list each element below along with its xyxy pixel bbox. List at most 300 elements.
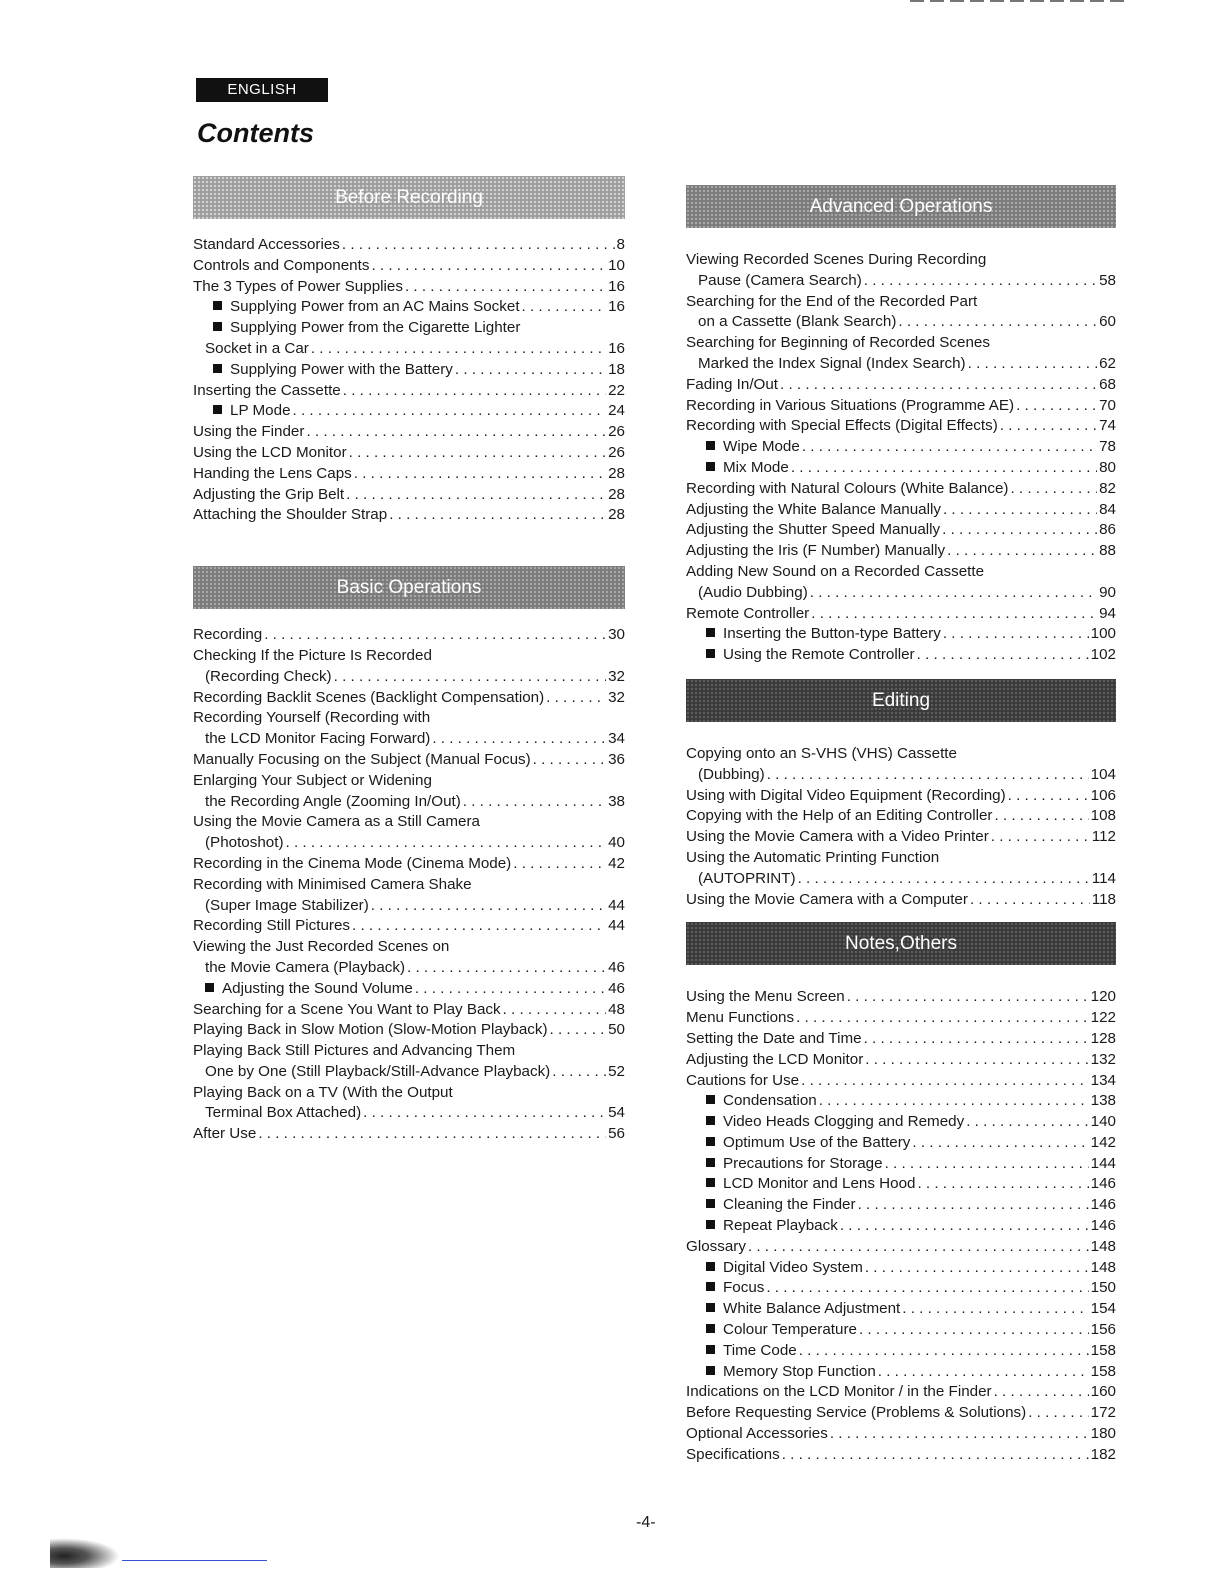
- toc-entry-text: Playing Back Still Pictures and Advancing Them: [193, 1042, 516, 1060]
- toc-entry-text: Playing Back in Slow Motion (Slow-Motion Playback): [193, 1021, 548, 1039]
- toc-entry-page: 28: [608, 485, 625, 503]
- toc-entry-title: [193, 485, 344, 506]
- toc-entry: [686, 312, 1116, 333]
- toc-entry: [686, 437, 1116, 458]
- toc-entry: [193, 1041, 625, 1062]
- toc-entry-page: 74: [1099, 417, 1116, 435]
- toc-entry-title: [686, 1071, 799, 1092]
- toc-entry: [193, 729, 625, 750]
- dot-leader: [311, 339, 606, 360]
- toc-entry-page: 88: [1099, 542, 1116, 560]
- toc-entry-title: [686, 333, 990, 354]
- toc-entry-title: [706, 1258, 863, 1279]
- toc-entry: [686, 604, 1116, 625]
- toc-entry-page: 80: [1099, 458, 1116, 476]
- toc-entry: [193, 916, 625, 937]
- toc-entry-text: Adjusting the Iris (F Number) Manually: [686, 542, 946, 560]
- square-bullet-icon: [706, 1303, 715, 1312]
- toc-entry: [193, 708, 625, 729]
- toc-entry: [686, 806, 1116, 827]
- scan-artifact-line: [122, 1560, 267, 1561]
- dot-leader: [865, 1050, 1088, 1071]
- toc-entry: [686, 1154, 1116, 1175]
- toc-entry: [686, 1445, 1116, 1466]
- toc-entry-title: [193, 771, 432, 792]
- toc-entry-title: [686, 1382, 992, 1403]
- toc-entry: [686, 396, 1116, 417]
- toc-entry-page: 118: [1091, 890, 1116, 908]
- toc-entry-text: Adjusting the LCD Monitor: [686, 1050, 864, 1068]
- dot-leader: [864, 1029, 1089, 1050]
- toc-entry-text: Indications on the LCD Monitor / in the Finder: [686, 1383, 992, 1401]
- toc-entry-text: Using the Remote Controller: [723, 646, 915, 664]
- toc-entry-text: White Balance Adjustment: [723, 1300, 901, 1318]
- square-bullet-icon: [706, 1178, 715, 1187]
- toc-entry-text: Menu Functions: [686, 1009, 795, 1027]
- square-bullet-icon: [706, 462, 715, 471]
- toc-entry-text: Specifications: [686, 1445, 780, 1463]
- toc-entry-page: 10: [608, 256, 625, 274]
- dot-leader: [799, 1341, 1089, 1362]
- dot-leader: [533, 750, 606, 771]
- toc-entry-text: The 3 Types of Power Supplies: [193, 277, 403, 295]
- toc-entry: [193, 277, 625, 298]
- toc-entry-page: 50: [608, 1021, 625, 1039]
- dot-leader: [405, 277, 606, 298]
- toc-entry: [686, 1133, 1116, 1154]
- square-bullet-icon: [213, 301, 222, 310]
- toc-entry-text: Recording with Minimised Camera Shake: [193, 875, 472, 893]
- toc-entry: [686, 1299, 1116, 1320]
- dot-leader: [415, 979, 606, 1000]
- contents-left-column: [193, 176, 625, 1145]
- dot-leader: [902, 1299, 1088, 1320]
- dot-leader: [1016, 396, 1097, 417]
- toc-entry: [193, 1083, 625, 1104]
- toc-entry-text: After Use: [193, 1125, 257, 1143]
- toc-entry-title: [205, 1103, 361, 1124]
- toc-entry-title: [205, 667, 332, 688]
- page-number: -4-: [636, 1514, 656, 1531]
- toc-entry-page: 120: [1090, 988, 1116, 1006]
- toc-entry-title: [686, 890, 968, 911]
- dot-leader: [343, 381, 606, 402]
- dot-leader: [432, 729, 606, 750]
- toc-entry-title: [193, 381, 341, 402]
- toc-entry: [686, 479, 1116, 500]
- toc-entry-title: [686, 520, 940, 541]
- toc-entry: [193, 256, 625, 277]
- toc-entry-title: [193, 1124, 256, 1145]
- dot-leader: [550, 1020, 607, 1041]
- toc-entry-title: [686, 1008, 794, 1029]
- toc-entry: [686, 1341, 1116, 1362]
- toc-entry-text: Handing the Lens Caps: [193, 464, 352, 482]
- toc-entry-page: 144: [1090, 1154, 1116, 1172]
- toc-entry: [686, 292, 1116, 313]
- dot-leader: [748, 1237, 1089, 1258]
- dot-leader: [513, 854, 606, 875]
- toc-entry-text: Attaching the Shoulder Strap: [193, 506, 388, 524]
- toc-entry-page: 34: [608, 730, 625, 748]
- toc-entry-text: Recording Still Pictures: [193, 917, 350, 935]
- toc-entry: [193, 958, 625, 979]
- toc-entry-page: 44: [608, 896, 625, 914]
- toc-entry: [193, 401, 625, 422]
- toc-entry-page: 106: [1090, 786, 1116, 804]
- toc-entry: [193, 833, 625, 854]
- toc-entry-page: 114: [1091, 869, 1116, 887]
- square-bullet-icon: [205, 983, 214, 992]
- square-bullet-icon: [706, 649, 715, 658]
- toc-entry-title: [193, 916, 350, 937]
- toc-entry: [193, 1020, 625, 1041]
- dot-leader: [947, 541, 1097, 562]
- toc-entry-title: [193, 875, 472, 896]
- dot-leader: [865, 1258, 1089, 1279]
- toc-entry-title: [698, 765, 765, 786]
- toc-entry: [686, 583, 1116, 604]
- scan-artifact-top: [910, 0, 1130, 2]
- toc-entry-title: [193, 277, 403, 298]
- toc-entry-title: [686, 604, 809, 625]
- dot-leader: [801, 1071, 1089, 1092]
- toc-entry: [686, 890, 1116, 911]
- dot-leader: [898, 312, 1097, 333]
- scan-artifact-mark: [50, 1538, 120, 1568]
- toc-entry-page: 158: [1090, 1341, 1116, 1359]
- toc-entry: [686, 375, 1116, 396]
- toc-entry: [686, 987, 1116, 1008]
- toc-entry: [193, 235, 625, 256]
- toc-entry-title: [205, 833, 284, 854]
- toc-entry-page: 28: [608, 506, 625, 524]
- toc-entry-title: [698, 583, 808, 604]
- toc-entry-title: [686, 806, 992, 827]
- toc-entry: [193, 505, 625, 526]
- toc-entry: [193, 875, 625, 896]
- toc-entry-title: [686, 1237, 746, 1258]
- toc-entry-title: [706, 1091, 817, 1112]
- toc-entry-text: Enlarging Your Subject or Widening: [193, 771, 432, 789]
- toc-entry-title: [205, 958, 405, 979]
- toc-entry: [193, 937, 625, 958]
- toc-entry-page: 132: [1090, 1050, 1116, 1068]
- dot-leader: [810, 583, 1097, 604]
- toc-entry-title: [205, 1062, 550, 1083]
- square-bullet-icon: [706, 1366, 715, 1375]
- toc-entry: [686, 869, 1116, 890]
- toc-entry: [686, 1195, 1116, 1216]
- toc-entry-page: 44: [608, 917, 625, 935]
- toc-entry-page: 26: [608, 423, 625, 441]
- toc-entry-text: Using the Movie Camera with a Video Printer: [686, 828, 989, 846]
- toc-entry: [686, 562, 1116, 583]
- toc-entry-text: Repeat Playback: [723, 1217, 838, 1235]
- toc-entry-text: Recording with Natural Colours (White Balance): [686, 479, 1009, 497]
- page-title: Contents: [197, 118, 314, 148]
- square-bullet-icon: [706, 1282, 715, 1291]
- toc-entry-text: the LCD Monitor Facing Forward): [205, 730, 431, 748]
- toc-entry-text: Cautions for Use: [686, 1071, 800, 1089]
- dot-leader: [352, 916, 606, 937]
- section-header-basic-operations: Basic Operations: [193, 566, 625, 609]
- section-notes-others-entries: [686, 987, 1116, 1465]
- square-bullet-icon: [706, 1116, 715, 1125]
- toc-entry-page: 60: [1099, 313, 1116, 331]
- toc-entry: [193, 360, 625, 381]
- toc-entry-text: Setting the Date and Time: [686, 1029, 862, 1047]
- square-bullet-icon: [706, 1345, 715, 1354]
- toc-entry-text: Supplying Power from an AC Mains Socket: [230, 298, 520, 316]
- toc-entry: [193, 979, 625, 1000]
- dot-leader: [819, 1091, 1089, 1112]
- toc-entry-page: 82: [1099, 479, 1116, 497]
- dot-leader: [293, 401, 607, 422]
- toc-entry-title: [706, 645, 915, 666]
- toc-entry-title: [706, 1299, 900, 1320]
- toc-entry-text: Using the Movie Camera with a Computer: [686, 890, 968, 908]
- dot-leader: [306, 422, 606, 443]
- toc-entry-text: Using the Finder: [193, 423, 305, 441]
- square-bullet-icon: [706, 1199, 715, 1208]
- toc-entry-page: 46: [608, 958, 625, 976]
- toc-entry-text: the Recording Angle (Zooming In/Out): [205, 792, 461, 810]
- toc-entry-page: 18: [608, 360, 625, 378]
- square-bullet-icon: [706, 1095, 715, 1104]
- toc-entry-title: [686, 744, 957, 765]
- square-bullet-icon: [213, 364, 222, 373]
- toc-entry-page: 46: [608, 979, 625, 997]
- toc-entry: [193, 1103, 625, 1124]
- toc-entry-text: Focus: [723, 1279, 765, 1297]
- toc-entry-text: Using the Menu Screen: [686, 988, 845, 1006]
- toc-entry-text: (AUTOPRINT): [698, 869, 796, 887]
- dot-leader: [943, 500, 1097, 521]
- dot-leader: [552, 1062, 606, 1083]
- toc-entry-text: Controls and Components: [193, 256, 370, 274]
- dot-leader: [791, 458, 1097, 479]
- toc-entry-text: Recording: [193, 626, 263, 644]
- toc-entry-title: [213, 318, 520, 339]
- toc-entry-text: Memory Stop Function: [723, 1362, 876, 1380]
- toc-entry: [193, 1124, 625, 1145]
- toc-entry-page: 146: [1090, 1196, 1116, 1214]
- toc-entry-text: Adding New Sound on a Recorded Cassette: [686, 562, 985, 580]
- dot-leader: [346, 485, 606, 506]
- toc-entry-title: [706, 1278, 764, 1299]
- toc-entry: [686, 848, 1116, 869]
- toc-entry-text: Viewing Recorded Scenes During Recording: [686, 251, 987, 268]
- toc-entry: [193, 854, 625, 875]
- toc-entry-text: Before Requesting Service (Problems & Solutions): [686, 1404, 1027, 1422]
- dot-leader: [354, 464, 606, 485]
- toc-entry: [686, 1320, 1116, 1341]
- toc-entry-text: Searching for Beginning of Recorded Scenes: [686, 334, 990, 352]
- toc-entry-page: 78: [1099, 438, 1116, 456]
- toc-entry-page: 54: [608, 1104, 625, 1122]
- dot-leader: [780, 375, 1097, 396]
- toc-entry-page: 156: [1090, 1321, 1116, 1339]
- dot-leader: [349, 443, 606, 464]
- toc-entry-text: Socket in a Car: [205, 339, 309, 357]
- toc-entry: [686, 416, 1116, 437]
- toc-entry-title: [686, 827, 989, 848]
- toc-entry-page: 52: [608, 1062, 625, 1080]
- toc-entry-title: [193, 625, 262, 646]
- toc-entry-text: Using with Digital Video Equipment (Recording): [686, 786, 1006, 804]
- toc-entry-title: [193, 854, 511, 875]
- toc-entry-title: [193, 256, 369, 277]
- toc-entry-title: [193, 646, 432, 667]
- toc-entry: [686, 765, 1116, 786]
- toc-entry-page: 134: [1090, 1071, 1116, 1089]
- toc-entry-title: [686, 250, 986, 271]
- dot-leader: [966, 1112, 1088, 1133]
- toc-entry: [686, 645, 1116, 666]
- toc-entry-title: [686, 786, 1006, 807]
- toc-entry-text: Searching for the End of the Recorded Part: [686, 292, 978, 310]
- toc-entry-text: Marked the Index Signal (Index Search): [698, 354, 966, 372]
- toc-entry-page: 160: [1090, 1383, 1116, 1401]
- toc-entry-title: [706, 1341, 797, 1362]
- dot-leader: [455, 360, 606, 381]
- section-header-notes-others: Notes,Others: [686, 922, 1116, 965]
- toc-entry: [193, 750, 625, 771]
- square-bullet-icon: [213, 405, 222, 414]
- toc-entry-text: Recording in Various Situations (Programme AE): [686, 396, 1015, 414]
- toc-entry-title: [698, 312, 896, 333]
- toc-entry-text: Adjusting the Grip Belt: [193, 485, 345, 503]
- dot-leader: [811, 604, 1097, 625]
- toc-entry-text: Copying with the Help of an Editing Controller: [686, 807, 993, 825]
- toc-entry-page: 30: [608, 626, 625, 644]
- toc-entry: [686, 520, 1116, 541]
- toc-entry-title: [193, 750, 531, 771]
- toc-entry-title: [686, 1029, 862, 1050]
- toc-entry-text: (Recording Check): [205, 667, 332, 685]
- toc-entry-page: 138: [1090, 1092, 1116, 1110]
- toc-entry-title: [706, 437, 800, 458]
- toc-entry-page: 36: [608, 750, 625, 768]
- toc-entry-page: 122: [1090, 1009, 1116, 1027]
- toc-entry: [193, 1000, 625, 1021]
- toc-entry-text: Optimum Use of the Battery: [723, 1133, 911, 1151]
- toc-entry-text: Wipe Mode: [723, 438, 800, 456]
- toc-entry-page: 90: [1099, 583, 1116, 601]
- toc-entry-text: Playing Back on a TV (With the Output: [193, 1083, 453, 1101]
- dot-leader: [885, 1154, 1089, 1175]
- dot-leader: [286, 833, 607, 854]
- toc-entry-text: Inserting the Button-type Battery: [723, 625, 941, 643]
- toc-entry-title: [205, 729, 430, 750]
- dot-leader: [802, 437, 1097, 458]
- toc-entry-text: Searching for a Scene You Want to Play Back: [193, 1000, 501, 1018]
- dot-leader: [994, 1382, 1089, 1403]
- toc-entry: [686, 624, 1116, 645]
- section-header-before-recording: Before Recording: [193, 176, 625, 219]
- dot-leader: [859, 1320, 1089, 1341]
- toc-entry-text: Digital Video System: [723, 1258, 863, 1276]
- toc-entry: [193, 297, 625, 318]
- dot-leader: [766, 1278, 1088, 1299]
- toc-entry: [193, 792, 625, 813]
- toc-entry-page: 100: [1090, 625, 1116, 643]
- toc-entry-page: 48: [608, 1000, 625, 1018]
- toc-entry-text: Supplying Power with the Battery: [230, 360, 453, 378]
- toc-entry-title: [706, 624, 941, 645]
- dot-leader: [782, 1445, 1089, 1466]
- toc-entry: [686, 827, 1116, 848]
- toc-entry-title: [686, 1403, 1026, 1424]
- toc-entry-page: 128: [1090, 1029, 1116, 1047]
- dot-leader: [1008, 786, 1089, 807]
- toc-entry-text: Optional Accessories: [686, 1425, 828, 1443]
- square-bullet-icon: [706, 441, 715, 450]
- toc-entry: [193, 667, 625, 688]
- dot-leader: [991, 827, 1090, 848]
- toc-entry-text: Precautions for Storage: [723, 1154, 883, 1172]
- toc-entry-title: [706, 1154, 883, 1175]
- toc-entry-page: 148: [1090, 1258, 1116, 1276]
- section-header-advanced-operations: Advanced Operations: [686, 185, 1116, 228]
- toc-entry-title: [686, 479, 1008, 500]
- toc-entry: [686, 1278, 1116, 1299]
- toc-entry: [686, 1029, 1116, 1050]
- toc-entry-text: Using the Automatic Printing Function: [686, 848, 940, 866]
- toc-entry-page: 102: [1090, 646, 1116, 664]
- toc-entry: [686, 354, 1116, 375]
- toc-entry: [193, 485, 625, 506]
- square-bullet-icon: [213, 322, 222, 331]
- toc-entry-title: [193, 812, 480, 833]
- toc-entry-title: [193, 708, 430, 729]
- toc-entry: [193, 1062, 625, 1083]
- toc-entry-page: 150: [1090, 1279, 1116, 1297]
- toc-entry: [686, 744, 1116, 765]
- square-bullet-icon: [706, 1324, 715, 1333]
- toc-entry-text: Fading In/Out: [686, 375, 779, 393]
- dot-leader: [878, 1362, 1089, 1383]
- dot-leader: [363, 1103, 606, 1124]
- dot-leader: [917, 1174, 1088, 1195]
- dot-leader: [858, 1195, 1089, 1216]
- toc-entry: [686, 1258, 1116, 1279]
- toc-entry-text: Glossary: [686, 1237, 746, 1255]
- dot-leader: [942, 520, 1097, 541]
- toc-entry-text: Inserting the Cassette: [193, 381, 341, 399]
- square-bullet-icon: [706, 1158, 715, 1167]
- toc-entry-title: [193, 1000, 501, 1021]
- toc-entry: [686, 1382, 1116, 1403]
- dot-leader: [912, 1133, 1088, 1154]
- dot-leader: [463, 792, 606, 813]
- toc-entry-text: (Dubbing): [698, 765, 765, 783]
- toc-entry-title: [686, 541, 945, 562]
- dot-leader: [1010, 479, 1097, 500]
- dot-leader: [334, 667, 606, 688]
- toc-entry: [193, 625, 625, 646]
- toc-entry-page: 108: [1090, 807, 1116, 825]
- toc-entry-page: 94: [1099, 604, 1116, 622]
- toc-entry: [193, 318, 625, 339]
- toc-entry-page: 182: [1090, 1445, 1116, 1463]
- toc-entry-title: [686, 1424, 828, 1445]
- toc-entry-title: [213, 297, 520, 318]
- dot-leader: [968, 354, 1097, 375]
- toc-entry-page: 62: [1099, 354, 1116, 372]
- toc-entry-page: 70: [1099, 396, 1116, 414]
